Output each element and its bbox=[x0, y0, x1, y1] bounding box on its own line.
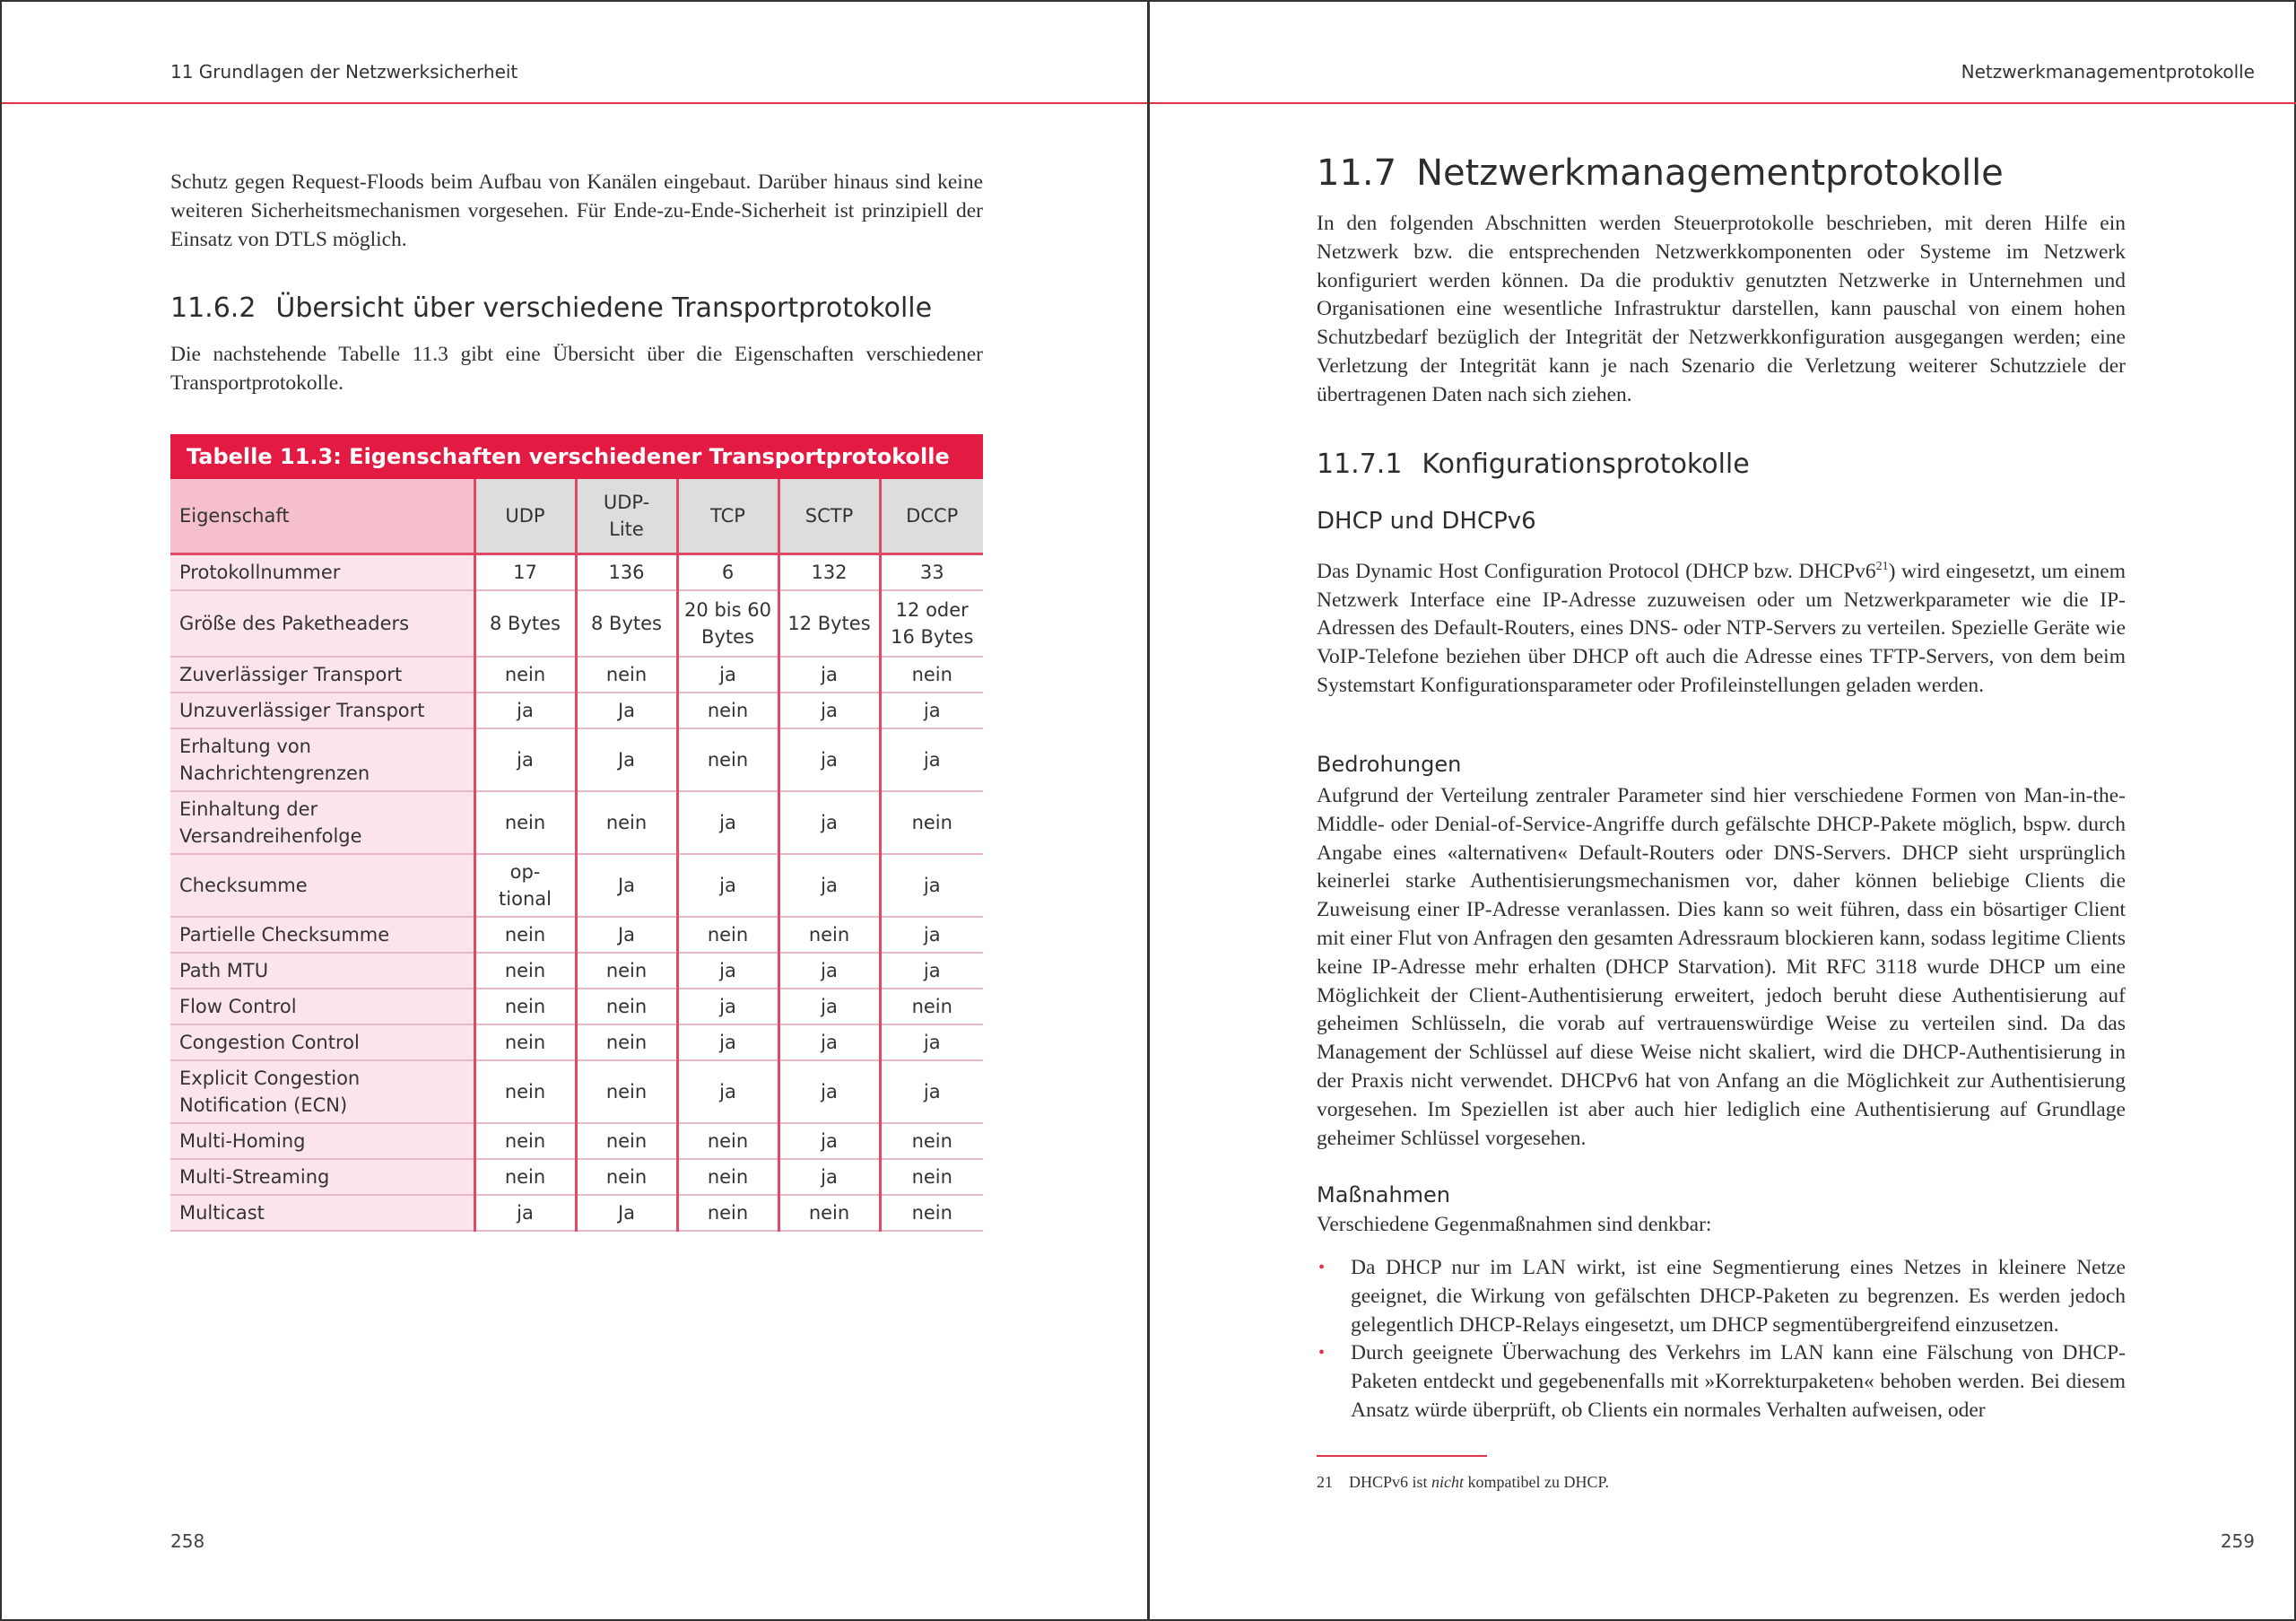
table-row bbox=[170, 554, 983, 591]
chapter-paragraph: In den folgenden Abschnitten werden Steuerprotokolle beschrieben, mit deren Hilfe ein Netzwerk bzw. die entsprechenden Netzwerkkomponenten oder Systeme im Netzwerk konfiguriert werden können. Da die produktiv genutzten Netzwerke in Unternehmen und Organisationen eine wesentliche Infrastruktur darstellen, kann pauschal von einem hohen Schutzbedarf bezüglich der Integrität der Netzwerkkonfiguration ausgegangen werden; eine Verletzung der Integrität kann je nach Szenario die Verletzung weiterer Schutzziele der übertragenen Daten nach sich ziehen. bbox=[1317, 212, 2126, 406]
table-cell-value: ja bbox=[880, 917, 983, 953]
table-cell-value: 8 Bytes bbox=[474, 590, 576, 657]
table-cell-value: ja bbox=[778, 1123, 880, 1159]
left-page bbox=[0, 0, 1147, 1621]
table-cell-value: 8 Bytes bbox=[576, 590, 677, 657]
table-cell-value: nein bbox=[576, 953, 677, 989]
table-cell-value: 17 bbox=[474, 554, 576, 591]
table-row bbox=[170, 791, 983, 854]
table-row bbox=[170, 590, 983, 657]
table-cell-value: 136 bbox=[576, 554, 677, 591]
table-cell-value: ja bbox=[677, 854, 778, 917]
properties-table bbox=[170, 479, 983, 1232]
table-cell-value: nein bbox=[576, 1123, 677, 1159]
table-header-protocol: UDP- Lite bbox=[576, 479, 677, 554]
table-cell-value: 6 bbox=[677, 554, 778, 591]
table-header-protocol: DCCP bbox=[880, 479, 983, 554]
table-cell-value: Ja bbox=[576, 854, 677, 917]
table-row bbox=[170, 1159, 983, 1195]
table-header-protocol: TCP bbox=[677, 479, 778, 554]
table-cell-value: ja bbox=[880, 953, 983, 989]
table-cell-property: Multi-Streaming bbox=[170, 1159, 474, 1195]
table-cell-value: nein bbox=[474, 657, 576, 693]
table-cell-value: nein bbox=[474, 989, 576, 1024]
table-cell-value: nein bbox=[576, 1060, 677, 1123]
table-cell-property: Flow Control bbox=[170, 989, 474, 1024]
table-cell-property: Unzuverlässiger Transport bbox=[170, 693, 474, 728]
chapter-heading-11-7: 11.7 Netzwerkmanagementprotokolle bbox=[1317, 153, 2004, 194]
page-number-right: 259 bbox=[2220, 1530, 2255, 1552]
table-row bbox=[170, 728, 983, 791]
bullet-icon: • bbox=[1318, 1343, 1326, 1364]
list-item: • Durch geeignete Überwachung des Verkehrs im LAN kann eine Fälschung von DHCP-Paketen entdeckt und gegebenenfalls mit »Korrekturpaketen« behoben werden. Bei diesem Ansatz würde überprüft, ob Clients ein normales Verhalten aufweisen, oder bbox=[1318, 1341, 2126, 1422]
footnote-rule bbox=[1317, 1455, 1487, 1457]
table-cell-value: nein bbox=[677, 728, 778, 791]
table-cell-value: Ja bbox=[576, 728, 677, 791]
table-cell-value: ja bbox=[880, 728, 983, 791]
table-header-protocol: UDP bbox=[474, 479, 576, 554]
table-cell-value: 12 oder 16 Bytes bbox=[880, 590, 983, 657]
section-heading-11-6-2: 11.6.2 Übersicht über verschiedene Transportprotokolle bbox=[170, 292, 933, 324]
header-rule-left bbox=[2, 102, 1147, 104]
table-cell-value: nein bbox=[677, 1195, 778, 1231]
table-cell-value: nein bbox=[576, 1024, 677, 1060]
table-header-row bbox=[170, 479, 983, 554]
table-cell-value: ja bbox=[677, 953, 778, 989]
table-cell-value: nein bbox=[474, 1159, 576, 1195]
table-cell-value: ja bbox=[880, 854, 983, 917]
table-cell-value: Ja bbox=[576, 917, 677, 953]
running-head-right: Netzwerkmanagementprotokolle bbox=[1961, 61, 2255, 83]
table-header-protocol: SCTP bbox=[778, 479, 880, 554]
table-cell-value: ja bbox=[778, 854, 880, 917]
table-row bbox=[170, 657, 983, 693]
table-cell-value: nein bbox=[474, 953, 576, 989]
table-cell-property: Protokollnummer bbox=[170, 554, 474, 591]
bullet-icon: • bbox=[1318, 1258, 1326, 1277]
dhcp-heading: DHCP und DHCPv6 bbox=[1317, 508, 1536, 535]
table-cell-value: ja bbox=[778, 728, 880, 791]
measures-list bbox=[1317, 1254, 2126, 1425]
table-row bbox=[170, 1060, 983, 1123]
table-cell-value: ja bbox=[880, 1060, 983, 1123]
table-cell-value: nein bbox=[576, 791, 677, 854]
table-cell-value: ja bbox=[880, 693, 983, 728]
section-paragraph: Die nachstehende Tabelle 11.3 gibt eine Übersicht über die Eigenschaften verschiedener Transportprotokolle. bbox=[170, 343, 983, 395]
table-cell-property: Checksumme bbox=[170, 854, 474, 917]
table-cell-value: nein bbox=[880, 791, 983, 854]
header-rule-right bbox=[1150, 102, 2296, 104]
table-cell-property: Erhaltung von Nachrichtengrenzen bbox=[170, 728, 474, 791]
table-cell-value: ja bbox=[677, 1024, 778, 1060]
table-cell-value: ja bbox=[677, 791, 778, 854]
table-cell-value: nein bbox=[778, 917, 880, 953]
table-cell-value: ja bbox=[778, 657, 880, 693]
measures-intro: Verschiedene Gegenmaßnahmen sind denkbar: bbox=[1317, 1213, 1712, 1236]
table-row bbox=[170, 1195, 983, 1231]
dhcp-paragraph: Das Dynamic Host Configuration Protocol (DHCP bzw. $DHCPv6^{21}$) wird eingesetzt, um einem Netzwerk Interface eine IP-Adresse zuzuweisen oder um Netzwerkparameter wie die IP-Adressen des Default-Routers, eines DNS- oder NTP-Servers zu verteilen. Spezielle Geräte wie VoIP-Telefone beziehen über DHCP oft auch die Adresse eines TFTP-Servers, von dem beim Systemstart Konfigurationsparameter oder Profileinstellungen geladen werden. bbox=[1317, 559, 2126, 698]
table-cell-property: Einhaltung der Versandreihenfolge bbox=[170, 791, 474, 854]
table-cell-value: nein bbox=[880, 1159, 983, 1195]
table-cell-value: nein bbox=[880, 657, 983, 693]
table-cell-value: op- tional bbox=[474, 854, 576, 917]
table-cell-value: nein bbox=[576, 989, 677, 1024]
table-cell-value: nein bbox=[778, 1195, 880, 1231]
table-cell-value: nein bbox=[677, 1159, 778, 1195]
threats-heading: Bedrohungen bbox=[1317, 752, 1462, 777]
table-cell-property: Multicast bbox=[170, 1195, 474, 1231]
table-cell-value: nein bbox=[880, 1195, 983, 1231]
table-cell-value: Ja bbox=[576, 1195, 677, 1231]
table-row bbox=[170, 1123, 983, 1159]
table-caption: Tabelle 11.3: Eigenschaften verschiedener Transportprotokolle bbox=[170, 434, 983, 479]
table-cell-value: ja bbox=[778, 1159, 880, 1195]
table-cell-value: nein bbox=[474, 1123, 576, 1159]
table-cell-value: nein bbox=[880, 989, 983, 1024]
page-number-left: 258 bbox=[170, 1530, 205, 1552]
table-cell-property: Größe des Paketheaders bbox=[170, 590, 474, 657]
table-cell-property: Path MTU bbox=[170, 953, 474, 989]
table-cell-value: ja bbox=[677, 657, 778, 693]
table-row bbox=[170, 854, 983, 917]
table-row bbox=[170, 693, 983, 728]
table-cell-value: ja bbox=[677, 1060, 778, 1123]
table-cell-value: ja bbox=[778, 1060, 880, 1123]
table-cell-value: 132 bbox=[778, 554, 880, 591]
table-cell-value: nein bbox=[474, 1024, 576, 1060]
threats-paragraph: Aufgrund der Verteilung zentraler Parameter sind hier verschiedene Formen von Man-in-the-Middle- oder Denial-of-Service-Angriffe durch gefälschte DHCP-Pakete möglich, bspw. durch Angabe eines «alternativen« Default-Routers oder DNS-Servers. DHCP sieht ursprünglich keinerlei starke Authentisierungsmechanismen vor, daher können beliebige Clients die Zuweisung einer IP-Adresse veranlassen. Dies kann so weit führen, dass ein bösartiger Client mit einer Flut von Anfragen den gesamten Adressraum blockieren kann, sodass legitime Clients keine IP-Adresse mehr erhalten (DHCP Starvation). Mit RFC 3118 wurde DHCP um eine Möglichkeit der Client-Authentisierung erweitert, jedoch beruht diese Authentisierung auf geheimen Schlüsseln, die vorab auf vertrauenswürdige Weise zu verteilen sind. Da das Management der Schlüssel auf diese Weise nicht skaliert, wird die DHCP-Authentisierung in der Praxis nicht verwendet. DHCPv6 hat von Anfang an die Möglichkeit zur Authentisierung vorgesehen. Im Speziellen ist aber auch hier lediglich eine Authentisierung auf Grundlage geheimer Schlüssel vorgesehen. bbox=[1317, 784, 2126, 1150]
table-cell-property: Partielle Checksumme bbox=[170, 917, 474, 953]
table-cell-value: ja bbox=[474, 728, 576, 791]
table-cell-value: nein bbox=[677, 693, 778, 728]
table-cell-property: Multi-Homing bbox=[170, 1123, 474, 1159]
measures-heading: Maßnahmen bbox=[1317, 1182, 1451, 1207]
table-cell-value: 33 bbox=[880, 554, 983, 591]
table-cell-value: ja bbox=[778, 693, 880, 728]
intro-paragraph: Schutz gegen Request-Floods beim Aufbau von Kanälen eingebaut. Darüber hinaus sind keine weiteren Sicherheitsmechanismen vorgesehen. Für Ende-zu-Ende-Sicherheit ist prinzipiell der Einsatz von DTLS möglich. bbox=[170, 170, 983, 251]
table-cell-value: nein bbox=[880, 1123, 983, 1159]
table-cell-value: ja bbox=[474, 1195, 576, 1231]
table-cell-value: 20 bis 60 Bytes bbox=[677, 590, 778, 657]
table-row bbox=[170, 953, 983, 989]
footnote-ref-21[interactable]: 21 bbox=[1875, 560, 1889, 573]
subsection-heading-11-7-1: 11.7.1 Konfigurationsprotokolle bbox=[1317, 449, 1750, 480]
running-head-left: 11 Grundlagen der Netzwerksicherheit bbox=[170, 61, 518, 83]
table-cell-value: ja bbox=[778, 1024, 880, 1060]
table-header-property: Eigenschaft bbox=[170, 479, 474, 554]
table-cell-value: ja bbox=[778, 791, 880, 854]
table-cell-value: nein bbox=[677, 917, 778, 953]
table-cell-value: ja bbox=[778, 953, 880, 989]
table-cell-property: Congestion Control bbox=[170, 1024, 474, 1060]
table-cell-value: ja bbox=[474, 693, 576, 728]
table-cell-value: Ja bbox=[576, 693, 677, 728]
table-cell-value: nein bbox=[474, 1060, 576, 1123]
table-cell-value: nein bbox=[474, 917, 576, 953]
table-cell-value: nein bbox=[576, 1159, 677, 1195]
table-cell-value: ja bbox=[778, 989, 880, 1024]
table-cell-value: 12 Bytes bbox=[778, 590, 880, 657]
table-cell-value: ja bbox=[677, 989, 778, 1024]
footnote-21: 21 DHCPv6 ist nicht kompatibel zu DHCP. bbox=[1317, 1473, 1610, 1491]
table-row bbox=[170, 1024, 983, 1060]
table-cell-value: ja bbox=[880, 1024, 983, 1060]
table-row bbox=[170, 989, 983, 1024]
table-cell-value: nein bbox=[677, 1123, 778, 1159]
list-item: • Da DHCP nur im LAN wirkt, ist eine Segmentierung eines Netzes in kleinere Netze geeignet, die Wirkung von gefälschten DHCP-Paketen zu begrenzen. Es werden jedoch gelegentlich DHCP-Relays eingesetzt, um DHCP segmentübergreifend einzusetzen. bbox=[1318, 1256, 2126, 1337]
table-cell-property: Explicit Congestion Notification (ECN) bbox=[170, 1060, 474, 1123]
table-cell-value: nein bbox=[576, 657, 677, 693]
table-cell-property: Zuverlässiger Transport bbox=[170, 657, 474, 693]
table-row bbox=[170, 917, 983, 953]
table-cell-value: nein bbox=[474, 791, 576, 854]
